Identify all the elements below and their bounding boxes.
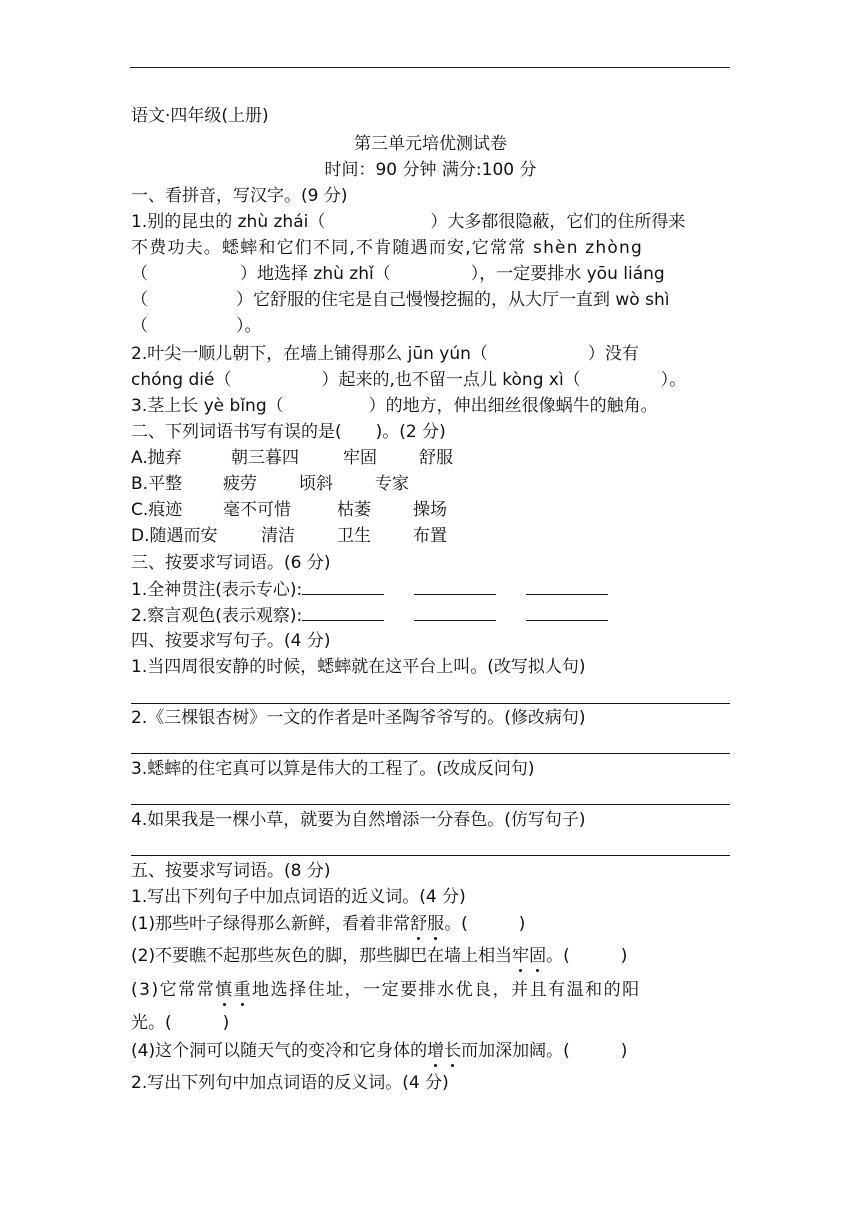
option-d[interactable] <box>131 525 730 547</box>
section1-heading: 一、看拼音，写汉字。(9 分) <box>131 186 348 206</box>
q1-text: （ <box>131 264 148 284</box>
subject-label: 语文·四年级(上册) <box>131 106 269 126</box>
dotted-char: 固 <box>529 946 547 966</box>
q2-text: ）没有 <box>587 344 639 364</box>
sentence-text: 而加深加阔。( ) <box>461 1041 628 1061</box>
sentence-text: (1)那些叶子绿得那么新鲜，看着非常 <box>131 914 411 934</box>
dotted-char: 牢 <box>512 946 530 966</box>
sentence-text: (4)这个洞可以随天气的变冷和它身体的 <box>131 1041 428 1061</box>
answer-blank[interactable] <box>526 578 608 595</box>
option-word: 枯萎 <box>337 500 371 520</box>
dotted-char: 慎 <box>215 980 234 1000</box>
dotted-char: 长 <box>444 1041 462 1061</box>
sentence-text: 。( ) <box>546 946 628 966</box>
q1-line5 <box>131 315 730 337</box>
dotted-char: 重 <box>233 980 253 1000</box>
option-word: 专家 <box>375 474 409 494</box>
time-info: 时间：90 分钟 满分:100 分 <box>324 160 537 180</box>
option-word: D.随遇而安 <box>131 526 218 546</box>
q1-text: ）。 <box>236 316 262 336</box>
option-c[interactable] <box>131 499 730 521</box>
q1-line2: 不费功夫。蟋蟀和它们不同,不肯随遇而安,它常常 shèn zhòng <box>131 238 643 258</box>
q1-text: ），一定要排水 yōu liáng <box>470 264 665 284</box>
sentence-text: 。( ) <box>444 914 526 934</box>
section4-item-3: 3.蟋蟀的住宅真可以算是伟大的工程了。(改成反问句) <box>131 759 535 779</box>
section5-s2 <box>131 945 730 967</box>
option-word: A.抛弃 <box>131 448 182 468</box>
sentence-text: (3)它常常 <box>131 980 216 1000</box>
item-text: 2.察言观色(表示观察): <box>131 606 303 626</box>
section3-heading: 三、按要求写词语。(6 分) <box>131 553 331 573</box>
section4-item-2: 2.《三棵银杏树》一文的作者是叶圣陶爷爷写的。(修改病句) <box>131 708 586 728</box>
answer-blank[interactable] <box>526 604 608 621</box>
q1-line1 <box>131 211 730 233</box>
section5-s3-cont: 光。( ) <box>131 1013 230 1033</box>
answer-blank[interactable] <box>414 578 496 595</box>
section3-item-1 <box>131 578 730 601</box>
dotted-char: 增 <box>427 1041 445 1061</box>
section5-s4 <box>131 1040 730 1062</box>
section3-item-2 <box>131 604 730 627</box>
section5-sub1: 1.写出下列句子中加点词语的近义词。(4 分) <box>131 887 466 907</box>
q2-text: 2.叶尖一顺儿朝下，在墙上铺得那么 jūn yún（ <box>131 344 488 364</box>
section2-heading: 二、下列词语书写有误的是( )。(2 分) <box>131 422 446 442</box>
option-word: 舒服 <box>419 448 453 468</box>
q2-text: ）。 <box>660 370 687 390</box>
q1-text: ）地选择 zhù zhǐ（ <box>240 264 391 284</box>
option-word: 清洁 <box>261 526 295 546</box>
item-text: 1.全神贯注(表示专心): <box>131 580 303 600</box>
answer-blank[interactable] <box>302 604 384 621</box>
option-word: 操场 <box>413 500 447 520</box>
q3-line1 <box>131 395 730 417</box>
option-word: 疲劳 <box>223 474 257 494</box>
q2-line2 <box>131 369 730 391</box>
section5-sub2: 2.写出下列句中加点词语的反义词。(4 分) <box>131 1073 449 1093</box>
q3-text: 3.茎上长 yè bǐng（ <box>131 396 284 416</box>
answer-blank[interactable] <box>302 578 384 595</box>
sentence-text: (2)不要瞧不起那些灰色的脚，那些脚巴在墙上相当 <box>131 946 513 966</box>
section5-s3 <box>131 979 730 1001</box>
answer-line[interactable] <box>131 804 730 805</box>
option-word: 布置 <box>413 526 447 546</box>
top-rule <box>130 67 730 68</box>
section5-heading: 五、按要求写词语。(8 分) <box>131 861 331 881</box>
q2-text: chóng dié（ <box>131 370 232 390</box>
answer-line[interactable] <box>131 855 730 856</box>
sentence-text: 地选择住址，一定要排水优良，并且有温和的阳 <box>252 980 641 1000</box>
option-word: 卫生 <box>337 526 371 546</box>
option-word: 牢固 <box>343 448 377 468</box>
q2-text: ）起来的,也不留一点儿 kòng xì（ <box>321 370 581 390</box>
q2-line1 <box>131 343 730 365</box>
option-word: C.痕迹 <box>131 500 183 520</box>
q1-line3 <box>131 263 730 285</box>
answer-line[interactable] <box>131 753 730 754</box>
q1-line4 <box>131 289 730 311</box>
dotted-char: 舒 <box>410 914 428 934</box>
q1-text: （ <box>131 290 148 310</box>
q1-text: 1.别的昆虫的 zhù zhái（ <box>131 212 326 232</box>
option-a[interactable] <box>131 447 730 469</box>
section4-item-4: 4.如果我是一棵小草，就要为自然增添一分春色。(仿写句子) <box>131 810 586 830</box>
option-b[interactable] <box>131 473 730 495</box>
option-word: 顷斜 <box>299 474 333 494</box>
answer-line[interactable] <box>131 703 730 704</box>
section4-heading: 四、按要求写句子。(4 分) <box>131 631 331 651</box>
q3-text: ）的地方，伸出细丝很像蜗牛的触角。 <box>368 396 658 416</box>
q1-text: ）大多都很隐蔽，它们的住所得来 <box>430 212 686 232</box>
answer-blank[interactable] <box>414 604 496 621</box>
dotted-char: 服 <box>427 914 445 934</box>
option-word: B.平整 <box>131 474 183 494</box>
page-title: 第三单元培优测试卷 <box>354 134 507 154</box>
section5-s1 <box>131 913 730 935</box>
option-word: 毫不可惜 <box>223 500 291 520</box>
q1-text: ）它舒服的住宅是自己慢慢挖掘的，从大厅一直到 wò shì <box>236 290 670 310</box>
option-word: 朝三暮四 <box>231 448 299 468</box>
q1-text: （ <box>131 316 148 336</box>
section4-item-1: 1.当四周很安静的时候，蟋蟀就在这平台上叫。(改写拟人句) <box>131 657 586 677</box>
